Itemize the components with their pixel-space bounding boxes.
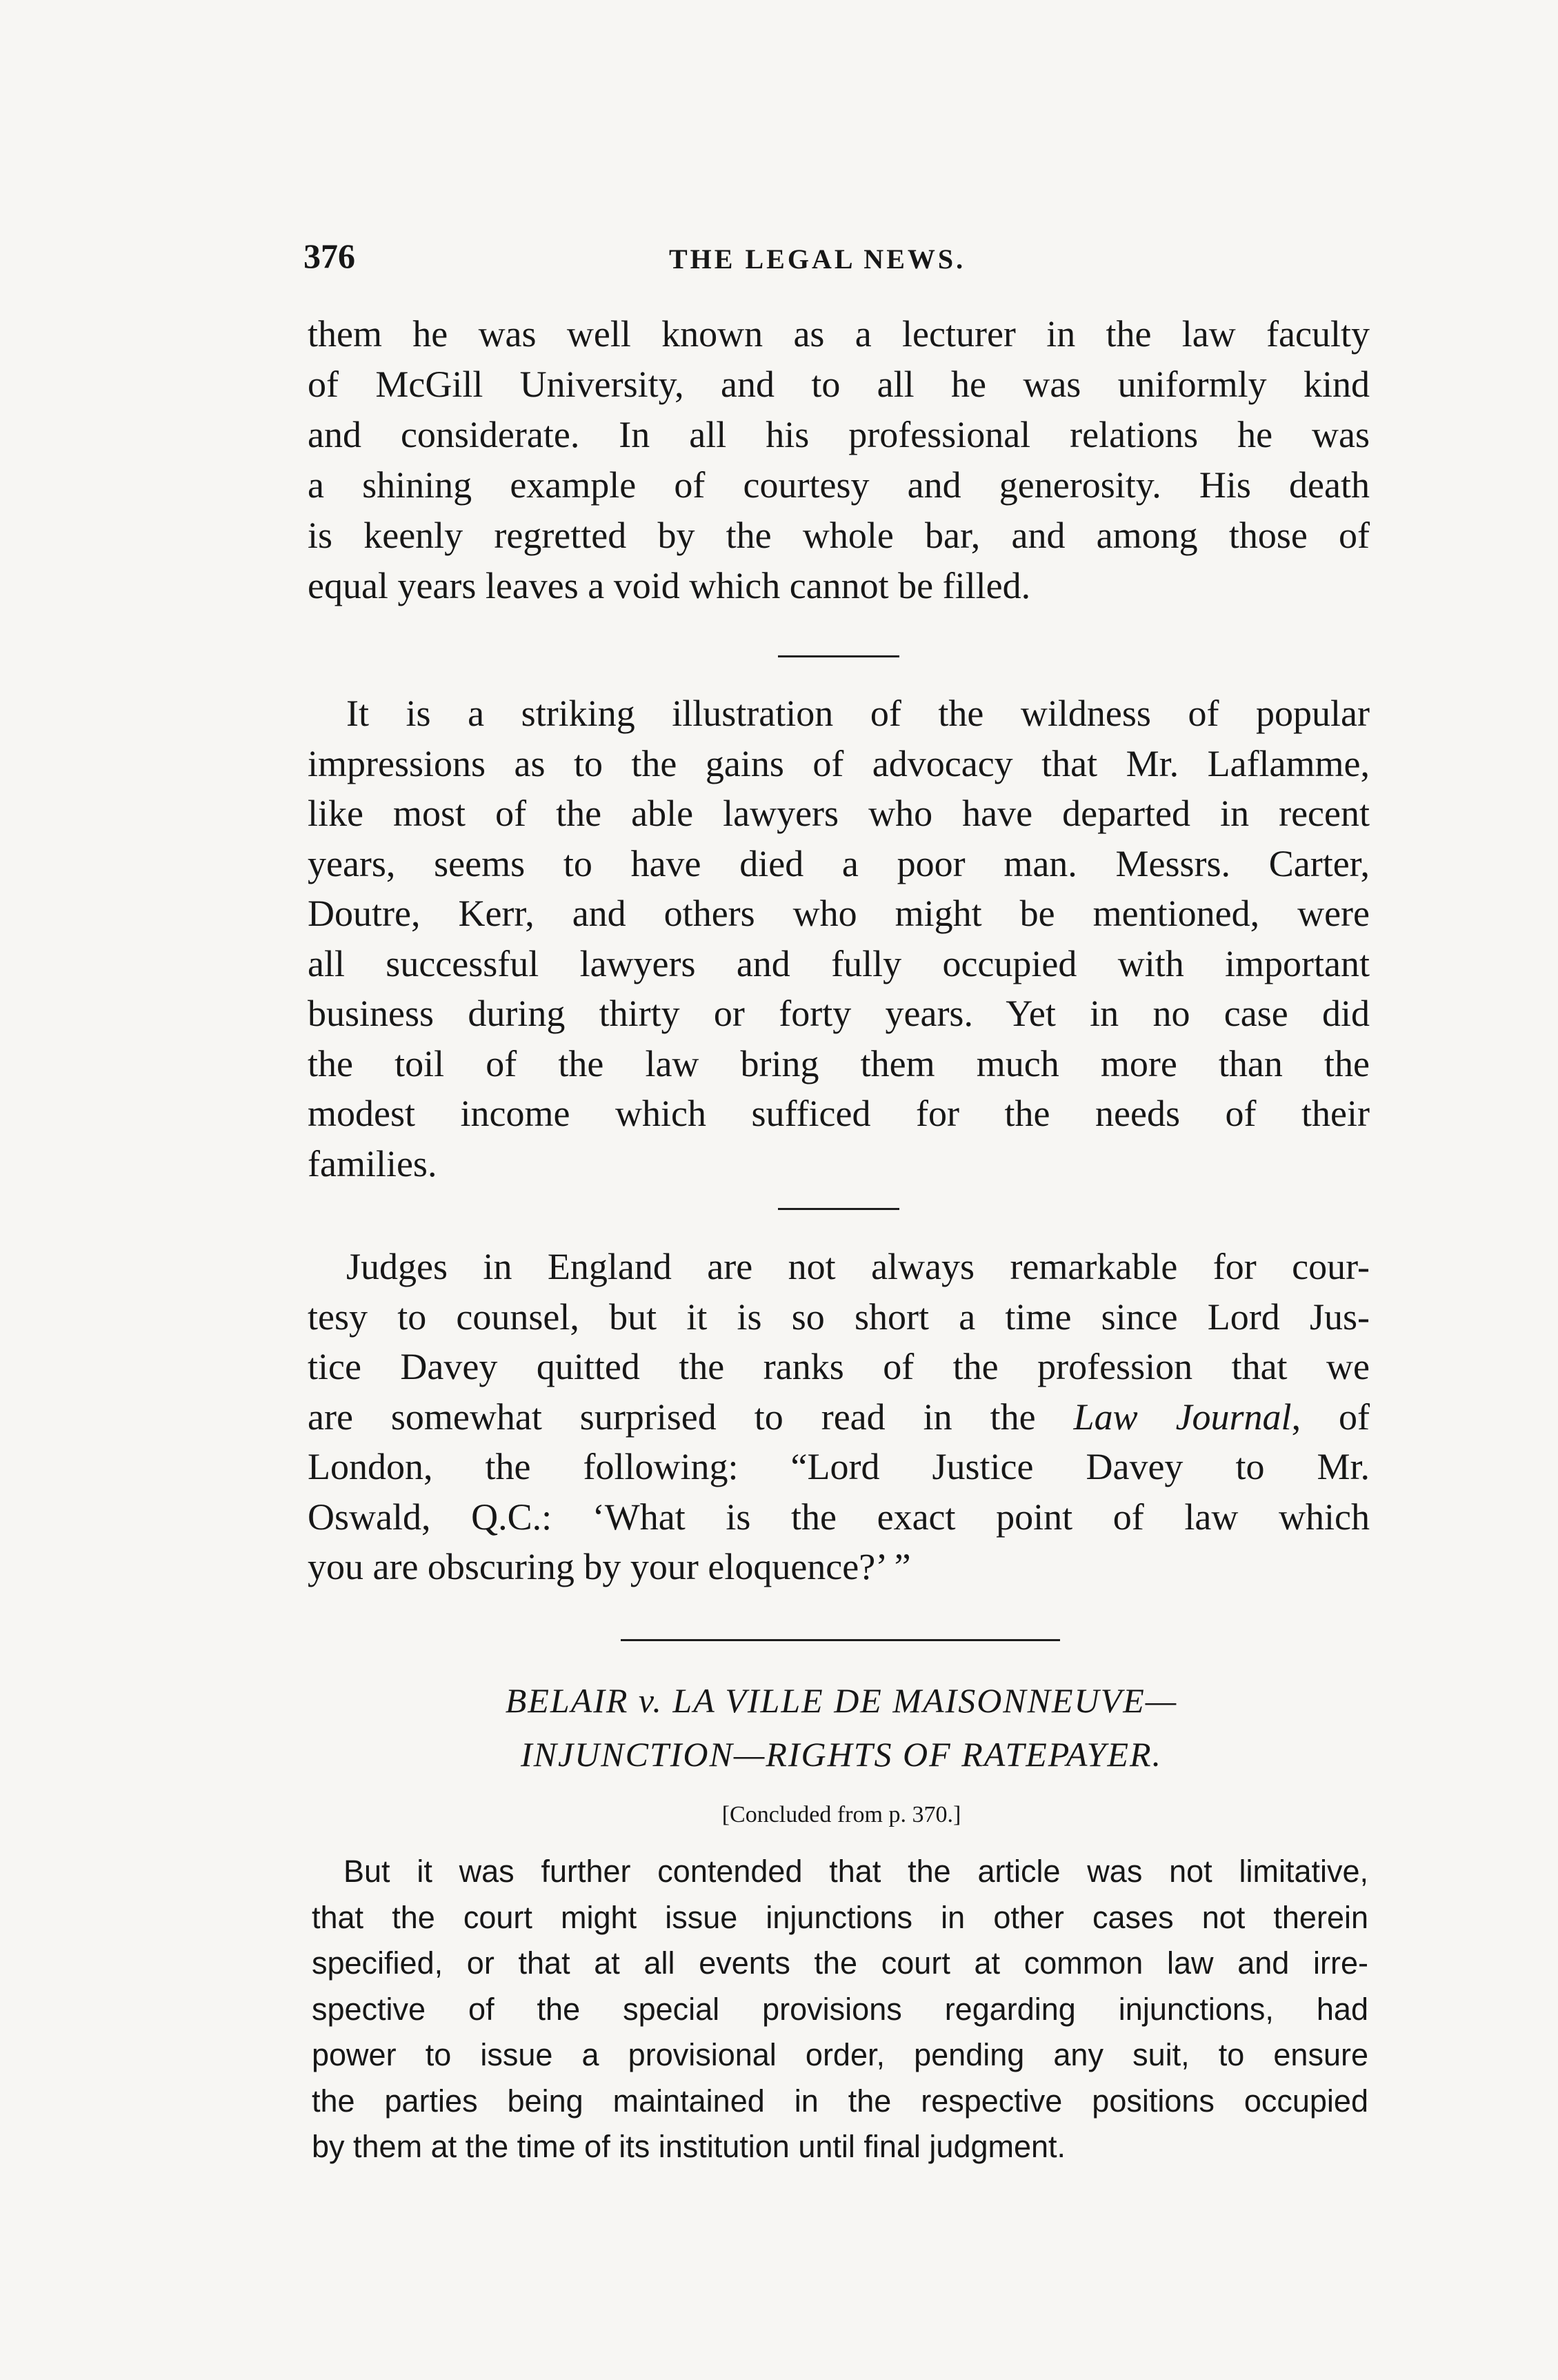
text-line: But it was further contended that the article was not limitative, [343,1854,1368,1889]
text-line: you are obscuring by your eloquence?’ ” [308,1546,911,1587]
text-line: Oswald, Q.C.: ‘What is the exact point of law which [308,1496,1370,1538]
section-divider [778,655,899,657]
continuation-note: [Concluded from p. 370.] [721,1802,961,1827]
text-line: is keenly regretted by the whole bar, and among those of [308,515,1370,556]
text-line: by them at the time of its institution until final judgment. [312,2129,1066,2164]
text-line: power to issue a provisional order, pending any suit, to ensure [312,2037,1368,2072]
text-line: impressions as to the gains of advocacy that Mr. Laflamme, [308,742,1370,784]
page-number: 376 [303,237,355,275]
text-line: Judges in England are not always remarkable for cour- [346,1246,1370,1287]
text-line: the toil of the law bring them much more than the [308,1042,1370,1084]
text-line: business during thirty or forty years. Yet in no case did [308,993,1370,1034]
text-line: It is a striking illustration of the wildness of popular [346,693,1370,734]
text-line: families. [308,1142,437,1184]
text-line: Doutre, Kerr, and others who might be mentioned, were [308,893,1370,934]
text-line: modest income which sufficed for the needs of their [308,1093,1370,1134]
case-title-line-1: BELAIR v. LA VILLE DE MAISONNEUVE— [505,1681,1178,1720]
paragraph-advocacy-gains [308,688,1370,1189]
text-line: spective of the special provisions regarding injunctions, had [312,1991,1368,2027]
text-line: and considerate. In all his professional relations he was [308,414,1370,455]
text-line: that the court might issue injunctions in other cases not therein [312,1899,1368,1935]
text-line: them he was well known as a lecturer in the law faculty [308,313,1370,355]
text-line: of McGill University, and to all he was uniformly kind [308,364,1370,405]
text-line: tesy to counsel, but it is so short a time since Lord Jus- [308,1296,1370,1338]
publication-title: Law Journal [1073,1396,1292,1438]
text-line: London, the following: “Lord Justice Davey to Mr. [308,1446,1370,1487]
text-line: tice Davey quitted the ranks of the profession that we [308,1346,1370,1387]
text-fragment: , of [1291,1396,1370,1438]
section-divider [778,1208,899,1210]
text-line [308,1392,1370,1442]
text-line: like most of the able lawyers who have departed in recent [308,793,1370,834]
text-fragment: are somewhat surprised to read in the [308,1396,1036,1438]
text-line: equal years leaves a void which cannot be filled. [308,565,1031,606]
case-body [312,1849,1368,2170]
paragraph-judges-courtesy [308,1242,1370,1592]
text-line: specified, or that at all events the court at common law and irre- [312,1945,1368,1981]
text-line: the parties being maintained in the respective positions occupied [312,2083,1368,2119]
paragraph-obituary-end [308,309,1370,611]
text-line: a shining example of courtesy and generosity. His death [308,464,1370,506]
case-title-line-2: INJUNCTION—RIGHTS OF RATEPAYER. [520,1735,1163,1774]
text-line: all successful lawyers and fully occupied with important [308,942,1370,984]
running-title: THE LEGAL NEWS. [669,244,966,275]
text-line: years, seems to have died a poor man. Messrs. Carter, [308,842,1370,884]
article-divider [621,1639,1060,1641]
